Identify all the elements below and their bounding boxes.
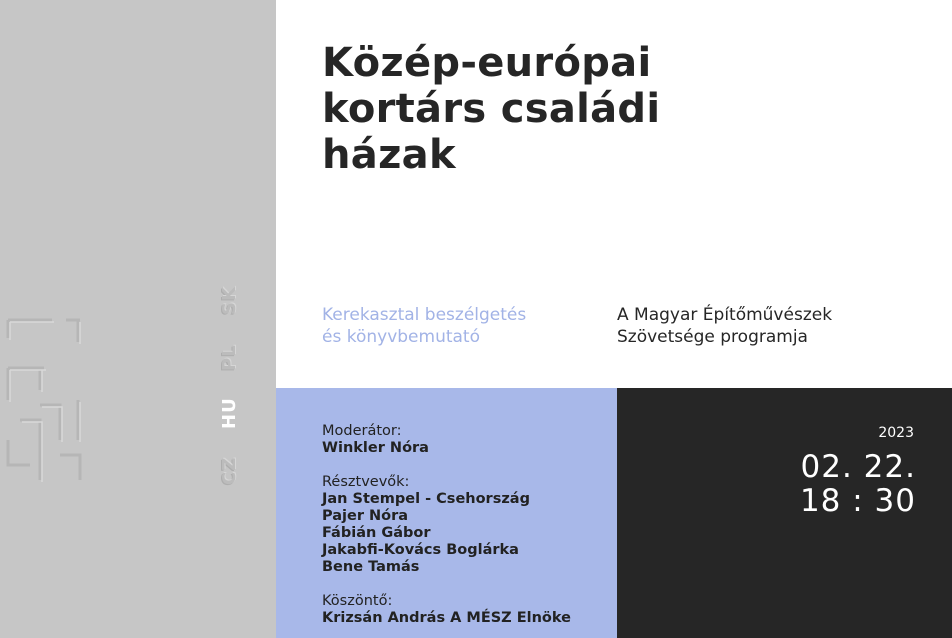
floorplan-emboss-icon [0,290,100,490]
country-cz: CZ [219,456,240,485]
credits-list [322,423,571,627]
moderator-name: Winkler Nóra [322,440,429,456]
organizer-line: Szövetsége programja [617,327,808,347]
event-date: 02. 22. [800,449,916,485]
participant-name: Pajer Nóra [322,508,409,524]
participant-name: Jakabfi-Kovács Boglárka [322,542,519,558]
participant-name: Jan Stempel - Csehország [322,491,530,507]
event-type-line: és könyvbemutató [322,327,480,347]
participant-name: Fábián Gábor [322,525,431,541]
country-list [217,283,243,493]
title-line: Közép-európai [322,40,652,86]
participant-name: Bene Tamás [322,559,420,575]
country-sk: SK [219,286,240,315]
event-time: 18 : 30 [799,483,916,519]
greeting-label: Köszöntő: [322,593,393,609]
event-title [322,40,882,178]
country-pl: PL [219,344,240,371]
event-type [322,304,612,348]
participants-label: Résztvevők: [322,474,410,490]
title-line: kortárs családi [322,86,661,132]
organizer [617,304,937,348]
event-datetime [800,450,916,518]
organizer-line: A Magyar Építőművészek [617,305,833,325]
event-year: 2023 [878,425,914,441]
moderator-label: Moderátor: [322,423,402,439]
country-hu: HU [219,397,240,429]
event-type-line: Kerekasztal beszélgetés [322,305,527,325]
left-grey-panel [0,0,276,638]
greeting-name: Krizsán András A MÉSZ Elnöke [322,610,571,626]
title-line: házak [322,132,456,178]
